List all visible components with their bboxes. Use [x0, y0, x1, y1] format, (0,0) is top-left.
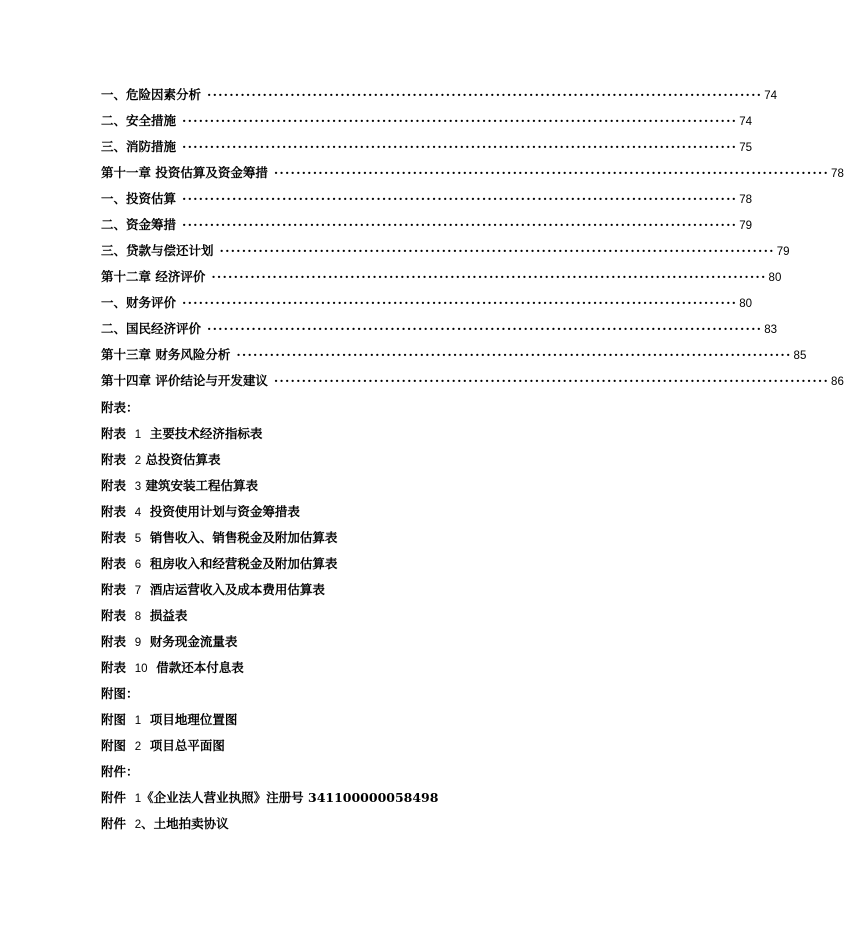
item-number: 9 [134, 637, 142, 649]
toc-leader: ···································································································· [182, 217, 738, 232]
toc-entry-page: 80 [739, 298, 752, 310]
toc-entry [101, 371, 844, 391]
appendix-table-item [101, 476, 258, 494]
toc-entry-page: 80 [768, 272, 782, 284]
toc-leader: ···································································································· [236, 347, 792, 362]
toc-entry [101, 163, 844, 183]
item-title: 项目总平面图 [149, 738, 225, 753]
attachment-item [101, 814, 229, 832]
item-title: 主要技术经济指标表 [149, 426, 263, 441]
toc-leader: ···································································································· [273, 165, 830, 180]
toc-entry-page: 83 [764, 324, 777, 336]
appendix-table-item [101, 502, 300, 520]
toc-leader: ···································································································· [219, 243, 775, 258]
item-prefix: 附表 [101, 478, 127, 493]
attachments-heading: 附件： [101, 764, 139, 779]
appendix-table-item [101, 450, 221, 468]
appendix-figure-item [101, 736, 225, 754]
item-title: 、土地拍卖协议 [141, 816, 229, 831]
item-title: 损益表 [149, 608, 188, 623]
item-prefix: 附表 [101, 530, 127, 545]
toc-entry-title: 一、财务评价 [101, 295, 177, 310]
item-number: 1 [134, 429, 142, 441]
toc-entry [101, 319, 777, 339]
toc-entry-title: 第十三章 财务风险分析 [101, 347, 231, 362]
toc-entry-page: 79 [739, 220, 752, 232]
item-title: 销售收入、销售税金及附加估算表 [149, 530, 338, 545]
item-prefix: 附表 [101, 556, 127, 571]
appendix-table-item [101, 658, 244, 676]
item-prefix: 附表 [101, 504, 127, 519]
item-prefix: 附表 [101, 582, 127, 597]
appendix-figure-item [101, 710, 237, 728]
item-title: 总投资估算表 [145, 452, 221, 467]
item-number: 1 [134, 715, 142, 727]
item-number: 2 [134, 455, 142, 467]
item-title: 投资使用计划与资金筹措表 [149, 504, 300, 519]
toc-entry [101, 345, 807, 365]
item-number: 2 [134, 819, 142, 831]
toc-entry-title: 第十四章 评价结论与开发建议 [101, 373, 268, 388]
appendix-table-item [101, 632, 237, 650]
item-number: 8 [134, 611, 142, 623]
toc-entry-title: 一、投资估算 [101, 191, 177, 206]
toc-entry-title: 一、危险因素分析 [101, 87, 202, 102]
item-number: 1 [134, 793, 142, 805]
toc-entry-page: 79 [776, 246, 790, 258]
toc-leader: ···································································································· [207, 87, 763, 102]
item-prefix: 附件 [101, 790, 127, 805]
toc-entry-page: 74 [739, 116, 752, 128]
toc-entry [101, 189, 752, 209]
toc-entry-page: 85 [793, 350, 807, 362]
appendix-table-item [101, 528, 337, 546]
toc-leader: ···································································································· [182, 113, 738, 128]
item-title: 项目地理位置图 [149, 712, 238, 727]
toc-entry-title: 二、国民经济评价 [101, 321, 202, 336]
item-prefix: 附表 [101, 426, 127, 441]
toc-entry-title: 二、资金筹措 [101, 217, 177, 232]
toc-leader: ···································································································· [182, 191, 738, 206]
toc-leader: ···································································································· [207, 321, 763, 336]
toc-entry [101, 215, 752, 235]
toc-entry [101, 137, 752, 157]
toc-entry-page: 78 [831, 168, 844, 180]
item-number: 6 [134, 559, 142, 571]
toc-leader: ···································································································· [273, 373, 830, 388]
toc-entry-title: 第十二章 经济评价 [101, 269, 206, 284]
toc-entry-page: 86 [831, 376, 844, 388]
appendix-table-item [101, 606, 187, 624]
toc-entry [101, 241, 790, 261]
figures-heading: 附图： [101, 686, 139, 701]
item-title: 借款还本付息表 [156, 660, 244, 675]
toc-entry-title: 三、消防措施 [101, 139, 177, 154]
item-prefix: 附图 [101, 712, 127, 727]
item-title: 建筑安装工程估算表 [145, 478, 259, 493]
item-number: 4 [134, 507, 142, 519]
item-title: 《企业法人营业执照》注册号 341100000058498 [141, 790, 439, 805]
toc-leader: ···································································································· [182, 295, 738, 310]
item-prefix: 附表 [101, 452, 127, 467]
item-prefix: 附表 [101, 660, 127, 675]
toc-entry [101, 293, 752, 313]
item-number: 3 [134, 481, 142, 493]
item-title: 租房收入和经营税金及附加估算表 [149, 556, 338, 571]
toc-entry-page: 74 [764, 90, 777, 102]
appendix-table-item [101, 580, 325, 598]
item-number: 10 [134, 663, 148, 675]
toc-entry-title: 三、贷款与偿还计划 [101, 243, 214, 258]
item-prefix: 附件 [101, 816, 127, 831]
toc-entry-title: 二、安全措施 [101, 113, 177, 128]
tables-heading: 附表： [101, 400, 139, 415]
toc-entry [101, 111, 752, 131]
appendix-table-item [101, 424, 262, 442]
toc-entry-page: 75 [739, 142, 752, 154]
attachment-item [101, 788, 438, 806]
item-number: 2 [134, 741, 142, 753]
toc-entry-page: 78 [739, 194, 752, 206]
item-prefix: 附表 [101, 608, 127, 623]
item-number: 5 [134, 533, 142, 545]
item-number: 7 [134, 585, 142, 597]
toc-leader: ···································································································· [211, 269, 767, 284]
toc-entry [101, 85, 777, 105]
item-title: 酒店运营收入及成本费用估算表 [149, 582, 325, 597]
appendix-table-item [101, 554, 337, 572]
item-prefix: 附图 [101, 738, 127, 753]
item-prefix: 附表 [101, 634, 127, 649]
toc-leader: ···································································································· [182, 139, 738, 154]
toc-entry [101, 267, 782, 287]
item-title: 财务现金流量表 [149, 634, 238, 649]
toc-entry-title: 第十一章 投资估算及资金筹措 [101, 165, 268, 180]
